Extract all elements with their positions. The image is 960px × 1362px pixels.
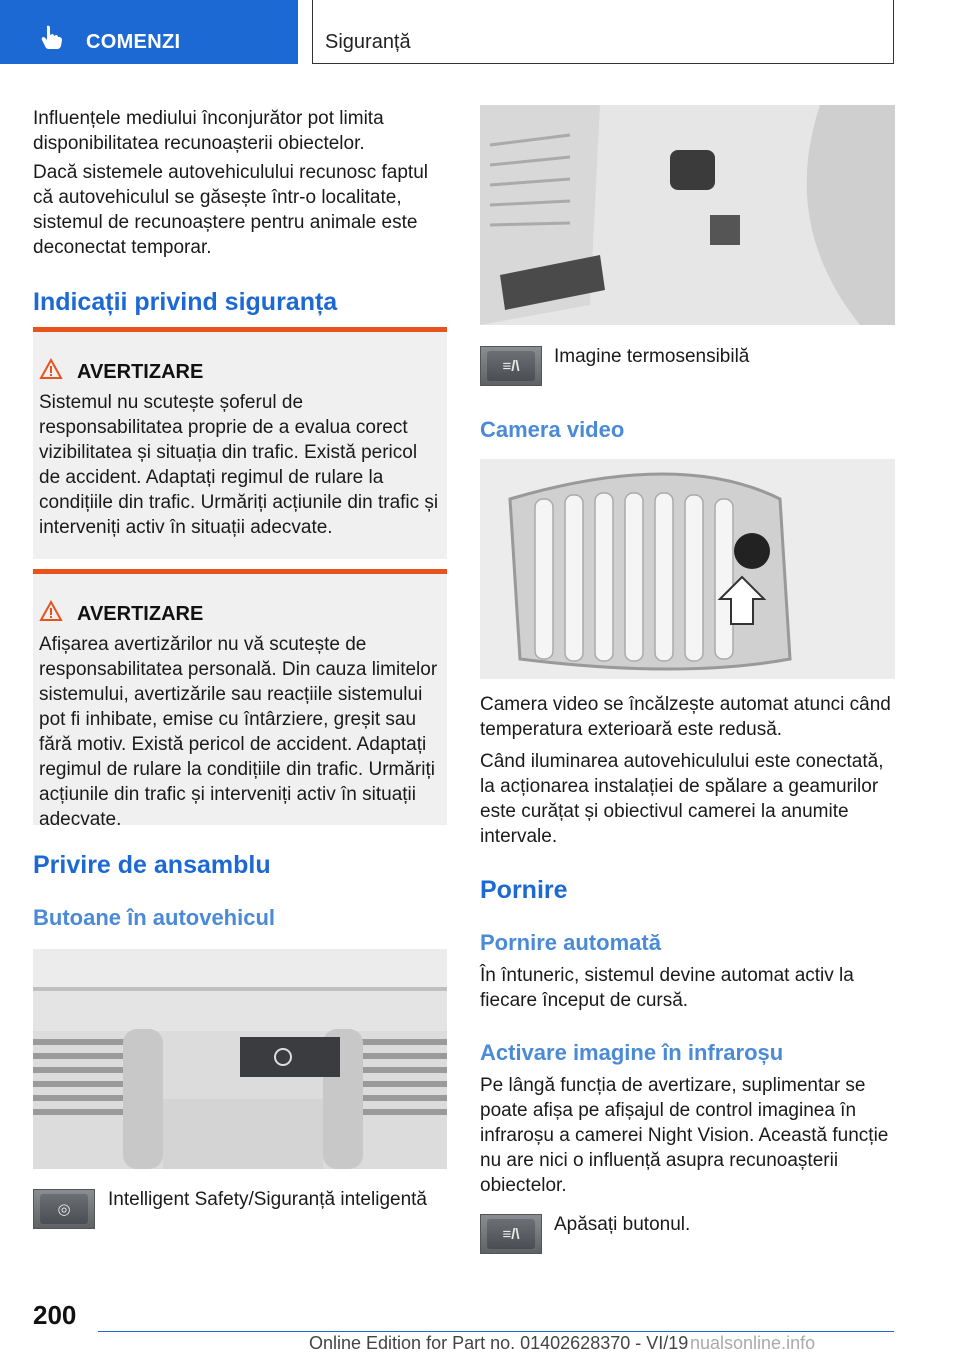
night-vision-icon: ≡/\ (502, 1225, 520, 1243)
footer-rule (98, 1331, 894, 1332)
steering-column-image (480, 105, 895, 325)
warning-title: AVERTIZARE (77, 361, 204, 383)
header-tab-label: COMENZI (86, 31, 181, 53)
hand-pointer-icon (38, 24, 64, 50)
press-button-text: Apăsați butonul. (554, 1214, 691, 1235)
watermark: nualsonline.info (690, 1333, 816, 1353)
camera-paragraph-2: Când iluminarea autovehiculului este conectată, la acționarea instalației de spălare a geamurilor este curățat și obiectivul camerei la anumite intervale. (480, 751, 884, 847)
infrared-text: Pe lângă funcția de avertizare, suplimentar se poate afișa pe afișajul de control imaginea în infraroșu a camerei Night Vision. Această funcție nu are nici o influență asupra recunoașterii obiectelor. (480, 1075, 889, 1196)
night-vision-button[interactable] (480, 346, 542, 386)
header-tab (0, 0, 298, 64)
warning-triangle-icon (39, 358, 63, 380)
header-section (312, 0, 894, 64)
warning-text: Afișarea avertizărilor nu vă scutește de responsabilitatea personală. Din cauza limitelor sistemului, avertizările sau reacțiile sistemului pot fi inhibate, emise cu întârziere, greșit sau fără motiv. Există pericol de accident. Adaptați regimul de rulare la condițiile din trafic. Urmăriți acțiunile din trafic și interveniți activ în situații adecvate. (39, 634, 438, 830)
night-vision-button[interactable] (480, 1214, 542, 1254)
heading-overview: Privire de ansamblu (33, 851, 271, 879)
button-caption: Intelligent Safety/Siguranță inteligentă (108, 1189, 427, 1210)
thermal-caption: Imagine termosensibilă (554, 346, 750, 367)
auto-start-text: În întuneric, sistemul devine automat activ la fiecare început de cursă. (480, 965, 854, 1011)
warning-triangle-icon (39, 600, 63, 622)
heading-safety: Indicații privind siguranța (33, 288, 338, 316)
intelligent-safety-icon: ◎ (57, 1201, 71, 1218)
page-number: 200 (33, 1300, 77, 1330)
subheading-auto-start: Pornire automată (480, 930, 661, 955)
heading-start: Pornire (480, 876, 568, 904)
warning-box-1 (33, 327, 447, 559)
dashboard-buttons-image (33, 949, 447, 1169)
subheading-infrared: Activare imagine în infraroșu (480, 1040, 784, 1065)
warning-text: Sistemul nu scutește șoferul de responsabilitatea proprie de a evalua corect vizibilitatea și situația din trafic. Există pericol de accident. Adaptați regimul de rulare la condițiile din trafic. Urmăriți acțiunile din trafic și interveniți activ în situații adecvate. (39, 392, 439, 538)
edition-text: Online Edition for Part no. 01402628370 - VI/19 (309, 1333, 689, 1353)
subheading-buttons: Butoane în autovehicul (33, 905, 276, 930)
intelligent-safety-button[interactable] (33, 1189, 95, 1229)
warning-title: AVERTIZARE (77, 603, 204, 625)
paragraph-locality: Dacă sistemele autovehiculului recunosc faptul că autovehiculul se găsește într-o localitate, sistemul de recunoaștere pentru animale este deconectat temporar. (33, 162, 428, 258)
kidney-grille-camera-image (480, 459, 895, 679)
warning-box-2 (33, 569, 447, 830)
heading-camera: Camera video (480, 417, 625, 442)
camera-paragraph-1: Camera video se încălzește automat atunci când temperatura exterioară este redusă. (480, 694, 891, 740)
paragraph-environment: Influențele mediului înconjurător pot limita disponibilitatea recunoașterii obiectelor. (33, 108, 384, 154)
night-vision-icon: ≡/\ (502, 357, 520, 375)
section-title: Siguranță (325, 31, 411, 53)
